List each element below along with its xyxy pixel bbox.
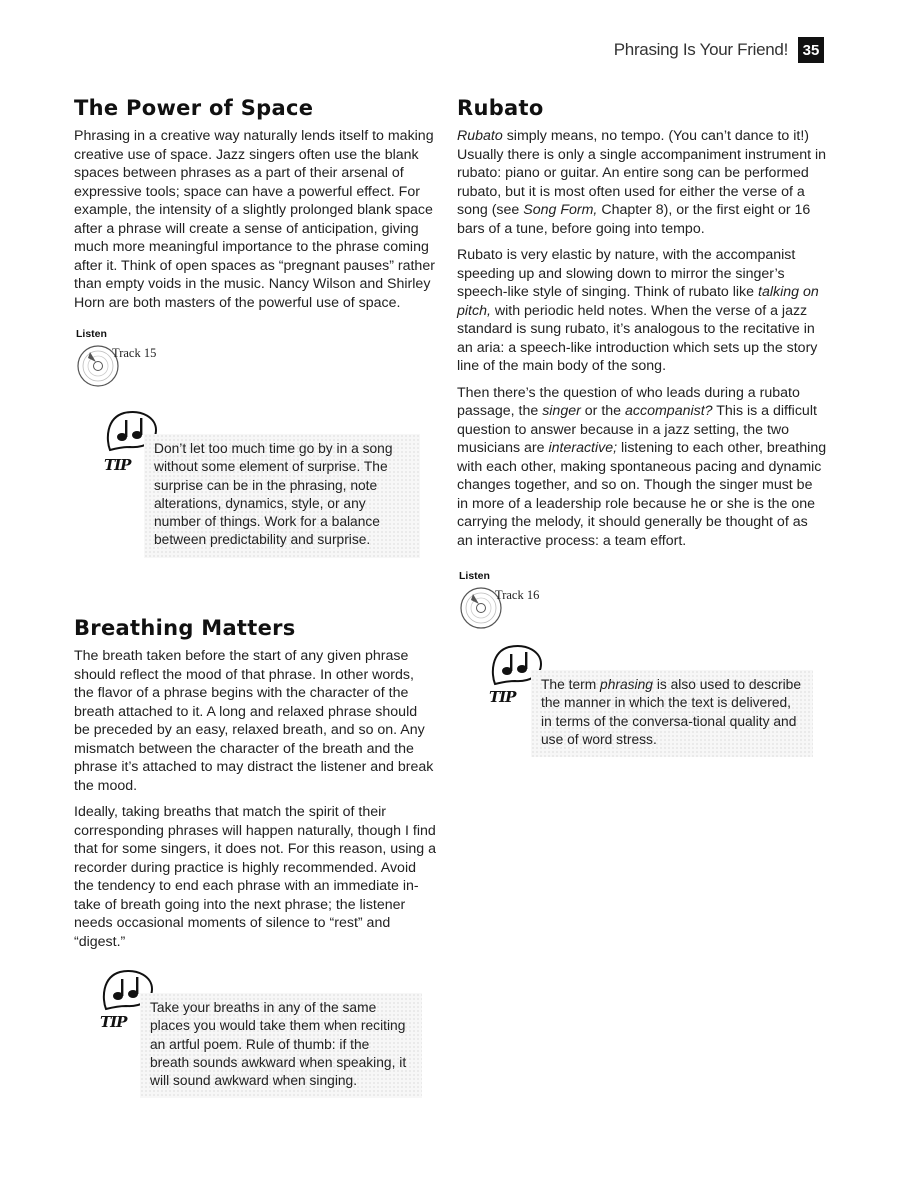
text-run: Rubato is very elastic by nature, with the accompanist speeding up and slowing down to mirror the singer’s speech-like style of singing. Think of rubato like <box>457 247 796 300</box>
emphasis: Song Form, <box>523 202 598 218</box>
text-run: is also used to describe the manner in which the text is delivered, in terms of the conversa-tional quality and use of word stress. <box>541 677 801 747</box>
text-run: simply means, no tempo. (You can’t dance to it!) Usually there is only a single accompaniment instrument in rubato: piano or guitar. An entire song can be performed rubato, but it is most often used for either the verse of a song (see <box>457 128 827 218</box>
listen-track-16 <box>459 570 827 634</box>
tip-text <box>531 670 813 757</box>
tip-box-breaths <box>74 969 436 1129</box>
emphasis: phrasing <box>600 677 653 692</box>
emphasis: interactive; <box>548 440 618 456</box>
paragraph-rubato-2 <box>457 246 827 376</box>
heading-breathing-matters: Breathing Matters <box>74 616 296 640</box>
heading-rubato: Rubato <box>457 96 544 120</box>
listen-label: Listen <box>76 328 107 340</box>
paragraph-breathing-1: The breath taken before the start of any given phrase should reflect the mood of that phrase. In other words, the flavor of a phrase begins with the character of the breath attached to it. A long and relaxed phrase should be preceded by an easy, relaxed breath, and so on. Any mismatch between the character of the breath and the phrase it’s attached to may distract the listener and break the mood. <box>74 648 434 794</box>
track-label: Track 16 <box>495 588 540 602</box>
paragraph-rubato-1 <box>457 127 827 238</box>
text-run: The term <box>541 677 601 692</box>
text-run: listening to each other, breathing with each other, making spontaneous pacing and dynamic changes together, and so on. Though the singer must be in more of a leadership role because he or she is the one carrying the melody, it should generally be thought of as an interactive process: a team effort. <box>457 440 827 549</box>
text-run: or the <box>580 403 626 419</box>
emphasis: singer <box>542 403 581 419</box>
paragraph-breathing-2: Ideally, taking breaths that match the spirit of their corresponding phrases will happen naturally, though I find that for some singers, it does not. For this reason, using a recorder during practice is highly recommended. Avoid the tendency to end each phrase with an immediate in-take of breath going into the next phrase; the listener needs occasional moments of silence to “rest” and “digest.” <box>74 804 436 950</box>
emphasis: accompanist? <box>625 403 713 419</box>
tip-box-phrasing <box>457 644 827 774</box>
tip-box-surprise <box>74 410 436 588</box>
right-column <box>457 96 827 774</box>
text-run: with periodic held notes. When the verse of a jazz standard is sung rubato, it’s analogous to the recitative in an aria: a speech-like introduction which sets up the story line of the main body of the song. <box>457 302 818 374</box>
emphasis: Rubato <box>457 128 503 144</box>
tip-text: Don’t let too much time go by in a song without some element of surprise. The surprise can be in the phrasing, note alterations, dynamics, style, or any number of things. Work for a balance between predictability and surprise. <box>144 434 420 558</box>
tip-label: TIP <box>100 1013 127 1031</box>
running-head <box>614 36 824 64</box>
listen-track-15 <box>76 328 436 392</box>
tip-label: TIP <box>489 688 516 706</box>
tip-text: Take your breaths in any of the same places you would take them when reciting an artful poem. Rule of thumb: if the breath sounds awkward when speaking, it will sound awkward when singing. <box>140 993 422 1098</box>
paragraph-power-of-space: Phrasing in a creative way naturally lends itself to making creative use of space. Jazz singers often use the blank spaces between phrases as a part of their arsenal of expressive tools; space can have a powerful effect. For example, the intensity of a slightly prolonged blank space after a phrase will create a sense of anticipation, giving much more meaningful importance to the phrase coming after it. Think of open spaces as “pregnant pauses” rather than empty voids in the music. Nancy Wilson and Shirley Horn are both masters of the powerful use of space. <box>74 128 435 311</box>
track-label: Track 15 <box>112 346 157 360</box>
tip-label: TIP <box>104 456 131 474</box>
text-run: Then there’s the question of who leads during a rubato passage, the <box>457 384 800 419</box>
listen-label: Listen <box>459 570 490 582</box>
text-run: Chapter 8), or the first eight or 16 bars of a tune, before going into tempo. <box>457 202 811 237</box>
text-run: This is a difficult question to answer because in a jazz setting, the two musicians are <box>457 403 817 456</box>
heading-power-of-space: The Power of Space <box>74 96 314 120</box>
emphasis: talking on pitch, <box>457 284 819 319</box>
paragraph-rubato-3 <box>457 384 827 551</box>
left-column <box>74 96 436 1129</box>
running-title: Phrasing Is Your Friend! <box>613 40 788 59</box>
page-number: 35 <box>798 37 824 63</box>
